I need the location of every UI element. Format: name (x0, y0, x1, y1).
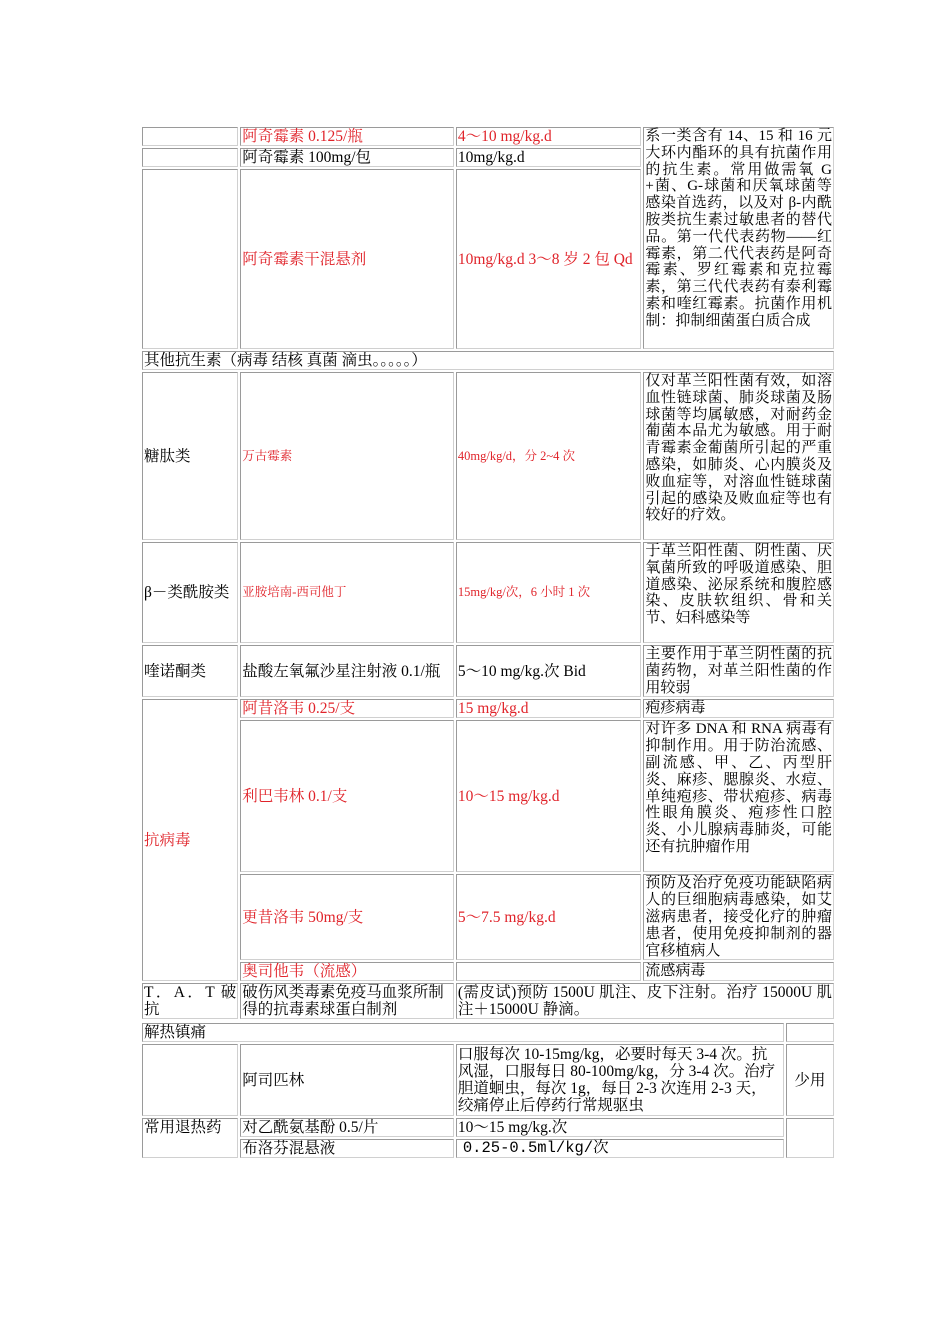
drug-dose: 5～10 mg/kg.次 Bid (456, 645, 642, 697)
drug-dose (456, 962, 642, 981)
drug-note: 少用 (786, 1044, 834, 1116)
empty-cell (142, 148, 238, 167)
drug-description: 对许多 DNA 和 RNA 病毒有抑制作用。用于防治流感、副流感、甲、乙、丙型肝炎、麻疹、腮腺炎、水痘、单纯疱疹、带状疱疹、病毒性眼角膜炎、疱疹性口腔炎、小儿腺病毒肺炎，可能还有抗肿瘤作用 (643, 720, 834, 872)
drug-dose: 10mg/kg.d (456, 148, 642, 167)
drug-name: 阿奇霉素干混悬剂 (240, 169, 454, 349)
drug-name: 利巴韦林 0.1/支 (240, 720, 454, 872)
drug-description: 预防及治疗免疫功能缺陷病人的巨细胞病毒感染，如艾滋病患者，接受化疗的肿瘤患者，使用免疫抑制剂的器官移植病人 (645, 875, 832, 959)
drug-name: 阿奇霉素 100mg/包 (240, 148, 454, 167)
drug-dose: 10mg/kg.d 3～8 岁 2 包 Qd (456, 169, 642, 349)
drug-name: 破伤风类毒素免疫马血浆所制得的抗毒素球蛋白制剂 (240, 983, 454, 1019)
drug-description: 流感病毒 (643, 962, 834, 981)
drug-category: 糖肽类 (142, 372, 238, 540)
drug-category: T．A．T 破抗 (144, 984, 237, 1019)
drug-name: 布洛芬混悬液 (240, 1139, 454, 1158)
drug-name: 盐酸左氧氟沙星注射液 0.1/瓶 (240, 645, 454, 697)
drug-description: 仅对革兰阳性菌有效，如溶血性链球菌、肺炎球菌及肠球菌等均属敏感，对耐药金葡菌本品尤为敏感。用于耐青霉素金葡菌所引起的严重感染，如肺炎、心内膜炎及败血症等，对溶血性链球菌引起的感染及败血症等也有较好的疗效。 (643, 372, 834, 540)
drug-name: 阿奇霉素 0.125/瓶 (240, 127, 454, 146)
section-header: 解热镇痛 (142, 1023, 784, 1042)
empty-cell (142, 1044, 238, 1116)
drug-name: 阿昔洛韦 0.25/支 (240, 699, 454, 718)
drug-dose: (需皮试)预防 1500U 肌注、皮下注射。治疗 15000U 肌注＋15000U 静滴。 (457, 984, 832, 1019)
drug-description: 疱疹病毒 (643, 699, 834, 718)
antipyretic-table (140, 1021, 836, 1160)
drug-name: 对乙酰氨基酚 0.5/片 (240, 1118, 454, 1137)
drug-category: 抗病毒 (142, 699, 238, 981)
drug-name: 阿司匹林 (240, 1044, 454, 1116)
drug-description: 主要作用于革兰阴性菌的抗菌药物，对革兰阳性菌的作用较弱 (645, 646, 832, 696)
drug-category: β－类酰胺类 (142, 542, 238, 643)
drug-category: 常用退热药 (142, 1118, 238, 1158)
drug-dose: 口服每次 10-15mg/kg，必要时每天 3-4 次。抗风湿，口服每日 80-100mg/kg，分 3-4 次。治疗胆道蛔虫，每次 1g，每日 2-3 次连用 2-3 天，绞痛停止后停药行常规驱虫 (456, 1044, 784, 1116)
drug-dose: 15mg/kg/次，6 小时 1 次 (456, 542, 642, 643)
drug-name: 奥司他韦（流感） (240, 962, 454, 981)
empty-cell (142, 169, 238, 349)
drug-table-page (140, 125, 840, 1160)
drug-name: 更昔洛韦 50mg/支 (240, 874, 454, 960)
empty-cell (786, 1023, 834, 1042)
drug-dose: 15 mg/kg.d (456, 699, 642, 718)
drug-description: 于革兰阳性菌、阴性菌、厌氧菌所致的呼吸道感染、胆道感染、泌尿系统和腹腔感染、皮肤软组织、骨和关节、妇科感染等 (643, 542, 834, 643)
empty-cell (786, 1118, 834, 1158)
drug-dose: 4～10 mg/kg.d (456, 127, 642, 146)
drug-dose: 0.25-0.5ml/kg/次 (456, 1139, 784, 1158)
drug-name: 万古霉素 (240, 372, 454, 540)
drug-dose: 10～15 mg/kg.次 (456, 1118, 784, 1137)
drug-name: 亚胺培南-西司他丁 (240, 542, 454, 643)
drug-dose: 10～15 mg/kg.d (456, 720, 642, 872)
drug-category: 喹诺酮类 (142, 645, 238, 697)
antibiotic-table (140, 125, 836, 1021)
drug-description: 系一类含有 14、15 和 16 元大环内酯环的具有抗菌作用的抗生素。常用做需氧 G+菌、G-球菌和厌氧球菌等感染首选药，以及对 β-内酰胺类抗生素过敏患者的替代品。第一代代表药物——红霉素，第二代代表药是阿奇霉素、罗红霉素和克拉霉素，第三代代表药有泰利霉素和喹红霉素。抗菌作用机制：抑制细菌蛋白质合成 (643, 127, 834, 349)
drug-dose: 40mg/kg/d，分 2~4 次 (456, 372, 642, 540)
section-header: 其他抗生素（病毒 结核 真菌 滴虫。。。。。） (142, 351, 834, 370)
empty-cell (142, 127, 238, 146)
drug-dose: 5～7.5 mg/kg.d (456, 874, 642, 960)
